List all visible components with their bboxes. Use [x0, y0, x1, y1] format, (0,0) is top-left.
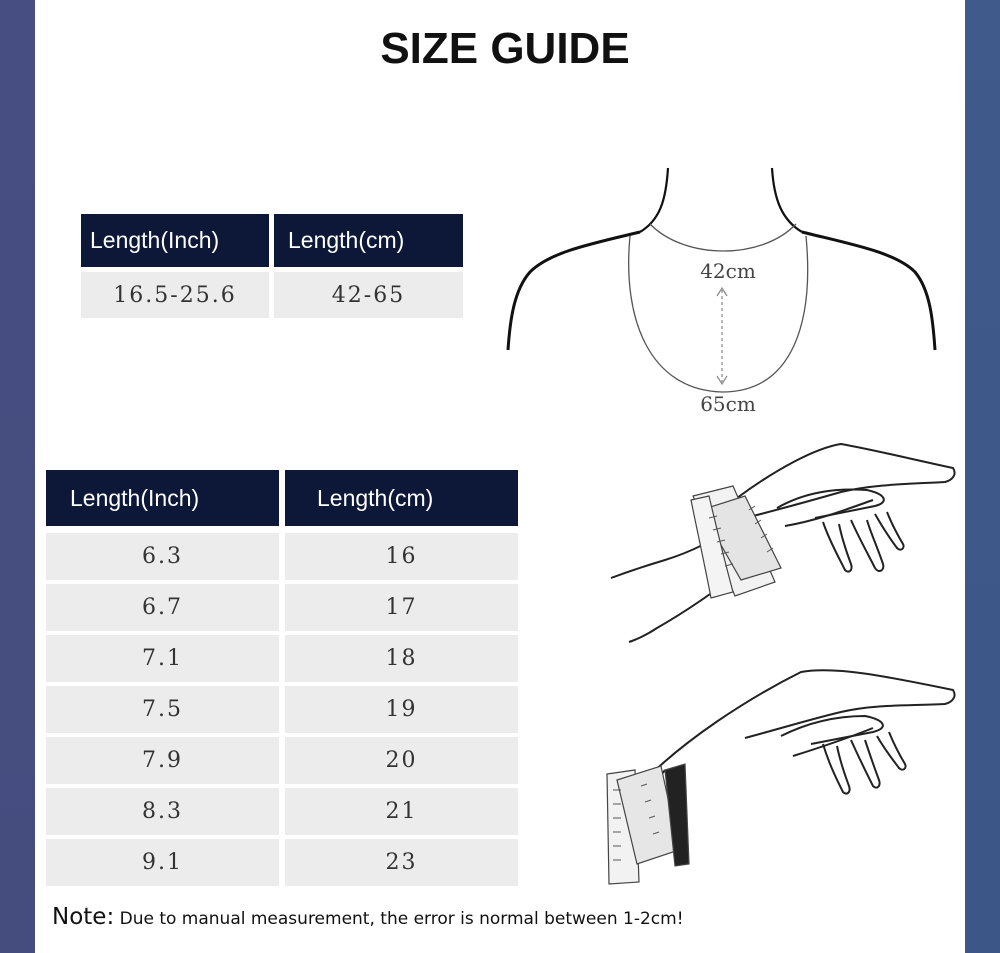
page-title: SIZE GUIDE [380, 24, 630, 73]
table-cell: 9.1 [46, 839, 279, 886]
bracelet-header-inch: Length(Inch) [46, 470, 279, 526]
table-cell: 7.9 [46, 737, 279, 784]
table-cell: 7.5 [46, 686, 279, 733]
table-cell: 18 [285, 635, 518, 682]
neck-top-label: 42cm [700, 259, 756, 283]
table-cell: 20 [285, 737, 518, 784]
measurement-note [52, 904, 684, 930]
left-border-bar [0, 0, 35, 953]
right-border-bar [965, 0, 1000, 953]
neck-outline-illustration [500, 160, 945, 425]
neck-bottom-label: 65cm [700, 392, 756, 416]
table-cell: 6.3 [46, 533, 279, 580]
table-cell: 8.3 [46, 788, 279, 835]
table-cell: 6.7 [46, 584, 279, 631]
necklace-header-cm: Length(cm) [274, 214, 463, 267]
bracelet-header-cm: Length(cm) [285, 470, 518, 526]
note-text: Due to manual measurement, the error is normal between 1-2cm! [114, 909, 684, 929]
table-cell: 23 [285, 839, 518, 886]
table-cell: 16 [285, 533, 518, 580]
wrist-measuring-tape-illustration [605, 440, 960, 890]
table-cell: 7.1 [46, 635, 279, 682]
necklace-header-inch: Length(Inch) [81, 214, 269, 267]
note-label: Note: [52, 904, 115, 930]
table-cell: 17 [285, 584, 518, 631]
necklace-cell-cm: 42-65 [274, 272, 463, 318]
necklace-cell-inch: 16.5-25.6 [81, 272, 269, 318]
table-cell: 19 [285, 686, 518, 733]
table-cell: 21 [285, 788, 518, 835]
